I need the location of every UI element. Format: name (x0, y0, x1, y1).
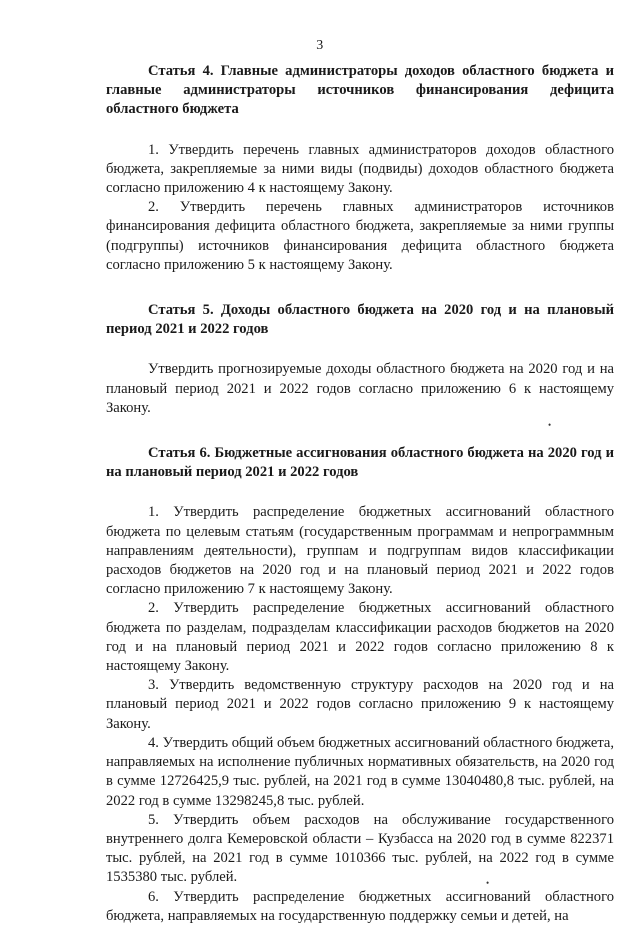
article-6-paragraph-1: 1. Утвердить распределение бюджетных ассигнований областного бюджета по целевым статьям (государственным программам и непрограммным направлениям деятельности), группам и подгруппам видов классификации расходов бюджетов на 2020 год и на плановый период 2021 и 2022 годов согласно приложению 7 к настоящему Закону. (106, 504, 614, 598)
article-4-paragraph-1: 1. Утвердить перечень главных администраторов доходов областного бюджета, закрепляемые за ними виды (подвиды) доходов областного бюджета согласно приложению 4 к настоящему Закону. (106, 141, 614, 197)
article-6-heading: Статья 6. Бюджетные ассигнования областного бюджета на 2020 год и на плановый период 2021 и 2022 годов (106, 445, 614, 481)
document-body (106, 62, 614, 926)
article-5-heading: Статья 5. Доходы областного бюджета на 2020 год и на плановый период 2021 и 2022 годов (106, 302, 614, 338)
article-6-paragraph-2: 2. Утвердить распределение бюджетных ассигнований областного бюджета по разделам, подразделам классификации расходов бюджетов на 2020 год и на плановый период 2021 и 2022 годов согласно приложению 8 к настоящему Закону. (106, 600, 614, 675)
article-4 (106, 62, 614, 275)
article-5 (106, 301, 614, 418)
article-6-paragraph-5: 5. Утвердить объем расходов на обслуживание государственного внутреннего долга Кемеровской области – Кузбасса на 2020 год в сумме 822371 тыс. рублей, на 2021 год в сумме 1010366 тыс. рублей, на 2022 год в сумме 1535380 тыс. рублей. (106, 811, 614, 886)
article-6-paragraph-3: 3. Утвердить ведомственную структуру расходов на 2020 год и на плановый период 2021 и 2022 годов согласно приложению 9 к настоящему Закону. (106, 677, 614, 732)
article-4-heading: Статья 4. Главные администраторы доходов областного бюджета и главные администраторы источников финансирования дефицита областного бюджета (106, 63, 614, 118)
scan-speck: • (548, 420, 552, 430)
article-6 (106, 444, 614, 926)
article-4-paragraph-2: 2. Утвердить перечень главных администраторов источников финансирования дефицита областного бюджета, закрепляемые за ними группы (подгруппы) источников финансирования дефицита областного бюджета согласно приложению 5 к настоящему Закону. (106, 199, 614, 273)
scan-speck: • (486, 878, 490, 888)
article-5-paragraph-1: Утвердить прогнозируемые доходы областного бюджета на 2020 год и на плановый период 2021 и 2022 годов согласно приложению 6 к настоящему Закону. (106, 361, 614, 416)
article-6-paragraph-4: 4. Утвердить общий объем бюджетных ассигнований областного бюджета, направляемых на исполнение публичных нормативных обязательств, на 2020 год в сумме 12726425,9 тыс. рублей, на 2021 год в сумме 13040480,8 тыс. рублей, на 2022 год в сумме 13298245,8 тыс. рублей. (106, 734, 614, 809)
page-number: 3 (316, 38, 324, 53)
article-6-paragraph-6: 6. Утвердить распределение бюджетных ассигнований областного бюджета, направляемых на государственную поддержку семьи и детей, на (106, 888, 614, 924)
